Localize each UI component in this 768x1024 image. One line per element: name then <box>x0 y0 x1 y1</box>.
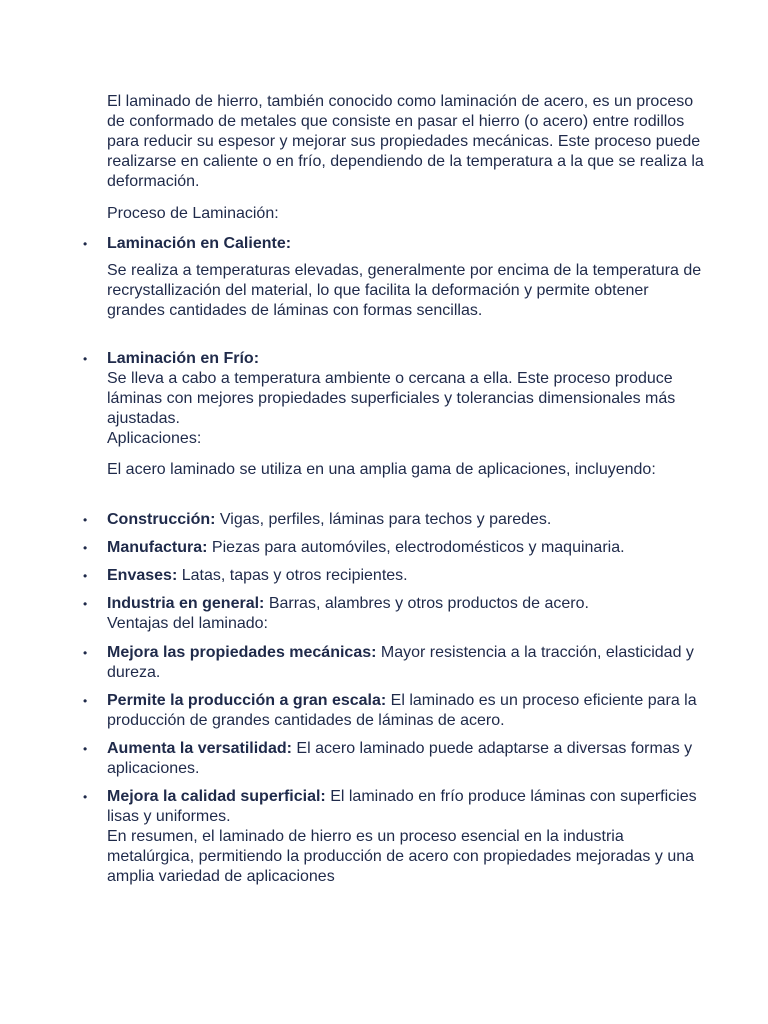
list-item-title: Laminación en Frío: <box>107 350 260 367</box>
list-item-text: El acero laminado puede adaptarse a diversas formas y aplicaciones. <box>107 740 693 777</box>
intro-paragraph: El laminado de hierro, también conocido como laminación de acero, es un proceso de conformado de metales que consiste en pasar el hierro (o acero) entre rodillos para reducir su espesor y mejorar sus propiedades mecánicas. Este proceso puede realizarse en caliente o en frío, dependiendo de la temperatura a la que se realiza la deformación. <box>107 93 704 190</box>
list-item-text: Barras, alambres y otros productos de acero. <box>264 595 589 612</box>
applications-heading: Aplicaciones: <box>107 430 202 447</box>
list-item-title: Manufactura: <box>107 539 208 556</box>
list-item-title: Industria en general: <box>107 595 265 612</box>
bullet-icon: • <box>83 742 88 756</box>
bullet-icon: • <box>83 513 88 527</box>
summary-paragraph: En resumen, el laminado de hierro es un proceso esencial en la industria metalúrgica, permitiendo la producción de acero con propiedades mejoradas y una amplia variedad de aplicaciones <box>107 828 695 885</box>
list-item-title: Envases: <box>107 567 178 584</box>
hot-rolling-paragraph: Se realiza a temperaturas elevadas, generalmente por encima de la temperatura de recrystallización del material, lo que facilita la deformación y permite obtener grandes cantidades de láminas con formas sencillas. <box>107 262 702 319</box>
list-item-advantage <box>83 787 707 887</box>
list-item-title: Aumenta la versatilidad: <box>107 740 292 757</box>
bullet-icon: • <box>83 597 88 611</box>
list-item-application <box>83 594 707 634</box>
list-item-title: Permite la producción a gran escala: <box>107 692 387 709</box>
list-item-text: El laminado es un proceso eficiente para la producción de grandes cantidades de láminas de acero. <box>107 692 697 729</box>
list-item-text: Piezas para automóviles, electrodomésticos y maquinaria. <box>207 539 625 556</box>
list-item-application <box>83 510 707 530</box>
list-item-text: Latas, tapas y otros recipientes. <box>177 567 408 584</box>
bullet-icon: • <box>83 646 88 660</box>
list-item-text: El laminado en frío produce láminas con superficies lisas y uniformes. <box>107 788 697 825</box>
list-item-advantage <box>83 691 707 731</box>
bullet-icon: • <box>83 790 88 804</box>
bullet-icon: • <box>83 569 88 583</box>
bullet-icon: • <box>83 694 88 708</box>
list-item-advantage <box>83 739 707 779</box>
bullet-icon: • <box>83 352 88 366</box>
list-item-cold-rolling <box>83 349 707 449</box>
advantages-heading: Ventajas del laminado: <box>107 615 268 632</box>
list-item-application <box>83 538 707 558</box>
list-item-text: Se lleva a cabo a temperatura ambiente o cercana a ella. Este proceso produce láminas con mejores propiedades superficiales y tolerancias dimensionales más ajustadas. <box>107 370 676 427</box>
bullet-icon: • <box>83 541 88 555</box>
list-item-application <box>83 566 707 586</box>
list-item-text: Mayor resistencia a la tracción, elasticidad y dureza. <box>107 644 694 681</box>
bullet-icon: • <box>83 237 88 251</box>
list-item-title: Mejora las propiedades mecánicas: <box>107 644 377 661</box>
list-item-advantage <box>83 643 707 683</box>
list-item-title: Laminación en Caliente: <box>107 235 292 252</box>
list-item-hot-rolling <box>83 234 707 254</box>
list-item-title: Mejora la calidad superficial: <box>107 788 326 805</box>
list-item-text: Vigas, perfiles, láminas para techos y paredes. <box>215 511 552 528</box>
list-item-title: Construcción: <box>107 511 216 528</box>
applications-intro: El acero laminado se utiliza en una amplia gama de aplicaciones, incluyendo: <box>107 461 656 478</box>
process-heading: Proceso de Laminación: <box>107 205 279 222</box>
